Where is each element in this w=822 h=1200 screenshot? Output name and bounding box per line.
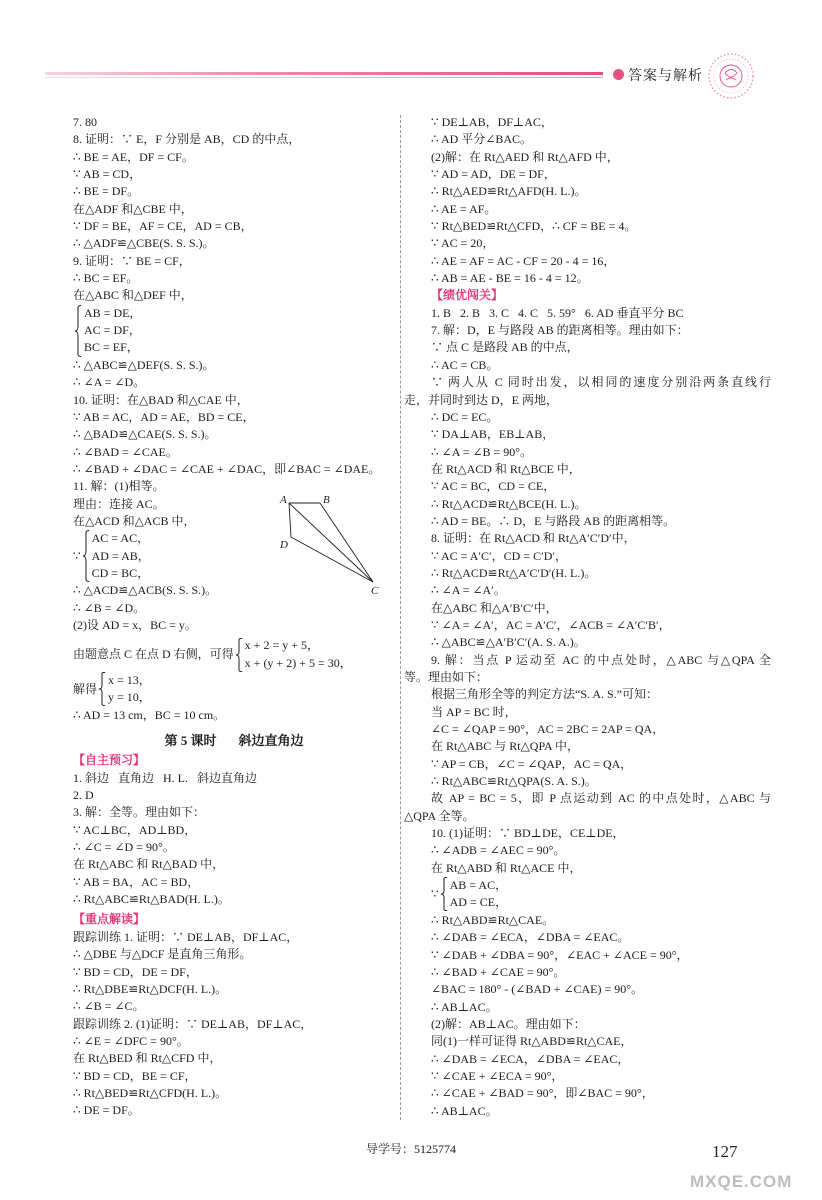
answer-line: (2)解：在 Rt△AED 和 Rt△AFD 中， xyxy=(431,149,619,164)
answer-line: 在 Rt△ACD 和 Rt△BCE 中， xyxy=(431,461,581,476)
equation-rows xyxy=(92,530,150,582)
answer-line: 11. 解：(1)相等。 xyxy=(73,479,165,494)
answer-line: 故 AP = BC = 5，即 P 点运动到 AC 的中点处时，△ABC 与 xyxy=(431,791,771,806)
answer-line: ∴ ∠C = ∠D = 90°。 xyxy=(73,840,175,855)
answer-line: 同(1)一样可证得 Rt△ABD≌Rt△CAE， xyxy=(431,1034,633,1049)
answer-line: 1. B 2. B 3. C 4. C 5. 59° 6. AD 垂直平分 BC xyxy=(431,305,684,320)
answer-line: 在 Rt△BED 和 Rt△CFD 中， xyxy=(73,1051,222,1066)
answer-line: ∵ ∠DAB + ∠DBA = 90°，∠EAC + ∠ACE = 90°， xyxy=(431,947,689,962)
answer-line: ∵ BD = CD，BE = CF， xyxy=(73,1068,197,1083)
answer-line: 2. D xyxy=(73,788,94,803)
answer-line: ∴ ∠A = ∠D。 xyxy=(73,375,146,390)
answer-line: ∴ △ACD≌△ACB(S. S. S.)。 xyxy=(73,583,218,598)
answer-line: 在△ABC 和△A′B′C′中， xyxy=(431,600,558,615)
answer-line: ∵ AB = AC，AD = AE，BD = CE， xyxy=(73,409,255,424)
answer-line: ∵ 两人从 C 同时出发，以相同的速度分别沿两条直线行 xyxy=(431,375,771,390)
equation-rows xyxy=(84,305,141,357)
answer-line: ∴ △ABC≌△A′B′C′(A. S. A.)。 xyxy=(431,635,586,650)
answer-line: 走，并同时到达 D，E 两地， xyxy=(404,392,558,407)
answer-line: ∴ AB⊥AC。 xyxy=(431,1103,498,1118)
answer-line: ∴ Rt△AED≌Rt△AFD(H. L.)。 xyxy=(431,184,587,199)
header-rule-thin xyxy=(45,77,603,78)
quadrilateral-diagram xyxy=(270,488,390,600)
answer-line: ∴ DC = EC。 xyxy=(431,409,499,424)
answer-line: ∵ ∠CAE + ∠ECA = 90°， xyxy=(431,1068,564,1083)
equation-row: y = 10， xyxy=(108,690,151,705)
left-brace-icon xyxy=(98,672,106,706)
answer-line: ∴ AE = AF = AC - CF = 20 - 4 = 16， xyxy=(431,253,616,268)
equation-rows xyxy=(450,877,507,912)
answer-line: 在 Rt△ABC 与 Rt△QPA 中， xyxy=(431,739,580,754)
answer-line: (2)设 AD = x，BC = y。 xyxy=(73,617,197,632)
answer-line: ∵ 点 C 是路段 AB 的中点， xyxy=(431,340,579,355)
answer-line: ∵ DA⊥AB，EB⊥AB， xyxy=(431,427,555,442)
answer-line: △QPA 全等。 xyxy=(404,808,475,823)
answer-line: 跟踪训练 2. (1)证明：∵ DE⊥AB，DF⊥AC， xyxy=(73,1016,313,1031)
equation-system xyxy=(73,672,395,707)
answer-line: ∴ △BAD≌△CAE(S. S. S.)。 xyxy=(73,427,217,442)
answer-line: ∴ ∠B = ∠C。 xyxy=(73,999,145,1014)
equation-row: x + 2 = y + 5， xyxy=(244,638,319,653)
answer-line: 在△ACD 和△ACB 中， xyxy=(73,513,196,528)
equation-row: x + (y + 2) + 5 = 30， xyxy=(244,655,352,670)
answer-line: 当 AP = BC 时， xyxy=(431,704,517,719)
answer-line: (2)解：AB⊥AC。理由如下： xyxy=(431,1016,586,1031)
answer-line: ∴ △DBE 与△DCF 是直角三角形。 xyxy=(73,947,252,962)
answer-line: ∵ AB = BA，AC = BD， xyxy=(73,874,200,889)
answer-line: ∴ ∠BAD + ∠DAC = ∠CAE + ∠DAC，即∠BAC = ∠DAE。 xyxy=(73,461,381,476)
answer-line: ∴ ∠DAB = ∠ECA，∠DBA = ∠EAC， xyxy=(431,1051,630,1066)
equation-row: AD = AB， xyxy=(91,548,150,563)
section-tag-preview: 【自主预习】 xyxy=(73,753,146,768)
left-brace-icon xyxy=(440,877,448,911)
answer-line: ∴ Rt△BED≌Rt△CFD(H. L.)。 xyxy=(73,1085,228,1100)
header-title: 答案与解析 xyxy=(628,67,703,83)
equation-row: CD = BC， xyxy=(91,565,150,580)
answer-line: ∴ ∠A = ∠B = 90°。 xyxy=(431,444,533,459)
equation-rows xyxy=(108,672,151,707)
answer-line: ∵ AD = AD，DE = DF， xyxy=(431,167,556,182)
answer-line: ∵ ∠A = ∠A′，AC = A′C′，∠ACB = ∠A′C′B′， xyxy=(431,617,671,632)
answer-line: 7. 80 xyxy=(73,115,97,129)
header-bullet-icon xyxy=(613,69,624,80)
equation-system xyxy=(404,877,771,912)
answer-line: ∴ DE = DF。 xyxy=(73,1103,140,1118)
answer-line: 1. 斜边 直角边 H. L. 斜边直角边 xyxy=(73,770,257,785)
answer-line: 根据三角形全等的判定方法“S. A. S.”可知： xyxy=(431,687,659,702)
answer-line: ∴ ∠BAD + ∠CAE = 90°。 xyxy=(431,964,566,979)
lesson-number: 第 5 课时 xyxy=(164,733,217,749)
equation-row: AB = AC， xyxy=(449,878,508,893)
right-column xyxy=(404,114,771,1120)
answer-line: ∵ AB = CD， xyxy=(73,167,142,182)
answer-line: ∠C = ∠QAP = 90°，AC = 2BC = 2AP = QA， xyxy=(431,722,665,737)
answer-line: ∴ Rt△ABC≌Rt△QPA(S. A. S.)。 xyxy=(431,774,597,789)
answer-line: ∴ ∠DAB = ∠ECA，∠DBA = ∠EAC。 xyxy=(431,930,630,945)
answer-line: ∴ AC = CB。 xyxy=(431,357,499,372)
answer-line: 8. 证明：在 Rt△ACD 和 Rt△A′C′D′中， xyxy=(431,531,636,546)
answer-line: 等。理由如下： xyxy=(404,670,489,684)
header-rule xyxy=(45,72,603,75)
answer-line: ∵ AC⊥BC，AD⊥BD， xyxy=(73,822,197,837)
answer-line: 3. 解：全等。理由如下： xyxy=(73,805,206,820)
point-label-b: B xyxy=(323,494,330,506)
answer-line: ∵ DE⊥AB，DF⊥AC， xyxy=(431,115,553,129)
left-column xyxy=(73,114,395,1120)
answer-line: ∵ AC = BC，CD = CE， xyxy=(431,479,556,494)
left-brace-icon xyxy=(82,530,90,582)
point-label-d: D xyxy=(280,539,288,551)
answer-line: ∴ BE = DF。 xyxy=(73,184,140,199)
answer-line: ∵ Rt△BED≌Rt△CFD，∴ CF = BE = 4。 xyxy=(431,219,637,234)
watermark-logo: MXQE.COM xyxy=(690,1172,793,1191)
point-label-c: C xyxy=(371,585,379,597)
section-tag-excellence: 【绩优闯关】 xyxy=(431,288,504,303)
answer-line: ∴ △ABC≌△DEF(S. S. S.)。 xyxy=(73,357,215,372)
answer-line: ∴ ∠B = ∠D。 xyxy=(73,600,146,615)
answer-line: 10. 证明：在△BAD 和△CAE 中， xyxy=(73,392,249,407)
answer-line: ∵ AP = CB，∠C = ∠QAP，AC = QA， xyxy=(431,756,633,771)
study-code: 导学号：5125774 xyxy=(365,1142,456,1156)
answer-line: 跟踪训练 1. 证明：∵ DE⊥AB，DF⊥AC， xyxy=(73,929,299,944)
answer-line: ∵ AC = A′C′，CD = C′D′， xyxy=(431,548,568,563)
answer-line: ∴ Rt△ABC≌Rt△BAD(H. L.)。 xyxy=(73,892,230,907)
segment-bc xyxy=(320,503,373,582)
answer-line: ∴ AD = 13 cm，BC = 10 cm。 xyxy=(73,707,226,722)
flower-ornament-icon xyxy=(706,51,756,101)
answer-line: 10. (1)证明：∵ BD⊥DE，CE⊥DE， xyxy=(431,826,625,841)
answer-line: ∴ ∠A = ∠A′。 xyxy=(431,583,506,598)
equation-row: AC = AC， xyxy=(91,531,150,546)
system-prefix: 由题意点 C 在点 D 右侧，可得 xyxy=(73,646,234,661)
answer-line: ∴ ∠E = ∠DFC = 90°。 xyxy=(73,1033,189,1048)
section-tag-key-points: 【重点解读】 xyxy=(73,912,146,927)
answer-line: ∴ ∠BAD = ∠CAE。 xyxy=(73,444,178,459)
segment-ad xyxy=(289,503,291,537)
answer-line: 7. 解：D，E 与路段 AB 的距离相等。理由如下： xyxy=(431,323,689,338)
lesson-name: 斜边直角边 xyxy=(238,733,304,749)
because-symbol: ∵ xyxy=(73,548,81,563)
answer-line: ∵ BD = CD，DE = DF， xyxy=(73,964,198,979)
answer-line: ∵ AC = 20， xyxy=(431,236,495,251)
page-number: 127 xyxy=(712,1142,738,1161)
point-label-a: A xyxy=(280,494,287,506)
equation-row: BC = EF， xyxy=(84,340,139,355)
answer-line: ∴ Rt△DBE≌Rt△DCF(H. L.)。 xyxy=(73,981,228,996)
answer-line: ∴ AB⊥AC。 xyxy=(431,999,498,1014)
answer-line: ∴ Rt△ABD≌Rt△CAE。 xyxy=(431,912,555,927)
because-symbol: ∵ xyxy=(431,886,439,901)
system-prefix: 解得 xyxy=(73,681,98,696)
answer-line: ∠BAC = 180° - (∠BAD + ∠CAE) = 90°。 xyxy=(431,982,644,997)
answer-line: ∴ AE = AF。 xyxy=(431,201,497,216)
left-brace-icon xyxy=(74,305,82,357)
equation-row: AD = CE， xyxy=(449,895,508,910)
answer-line: ∴ AD 平分∠BAC。 xyxy=(431,132,533,147)
lesson-title xyxy=(73,732,395,749)
answer-line: 理由：连接 AC。 xyxy=(73,496,165,511)
answer-line: ∵ DF = BE，AF = CE，AD = CB， xyxy=(73,219,253,234)
answer-line: 在△ADF 和△CBE 中， xyxy=(73,201,193,216)
answer-line: 9. 证明：∵ BE = CF， xyxy=(73,253,191,268)
column-divider xyxy=(400,115,401,1120)
answer-line: 9. 解：当点 P 运动至 AC 的中点处时，△ABC 与△QPA 全 xyxy=(431,652,771,667)
answer-line: ∴ AB = AE - BE = 16 - 4 = 12。 xyxy=(431,271,589,286)
answer-line: ∴ Rt△ACD≌Rt△A′C′D′(H. L.)。 xyxy=(431,565,597,580)
answer-line: ∴ ∠ADB = ∠AEC = 90°。 xyxy=(431,843,566,858)
equation-system xyxy=(73,305,395,357)
answer-line: ∴ BC = EF。 xyxy=(73,271,139,286)
answer-line: 在 Rt△ABC 和 Rt△BAD 中， xyxy=(73,857,225,872)
answer-line: ∴ ∠CAE + ∠BAD = 90°，即∠BAC = 90°， xyxy=(431,1086,654,1101)
equation-row: AC = DF， xyxy=(84,323,141,338)
answer-line: 在△ABC 和△DEF 中， xyxy=(73,288,193,303)
equation-row: AB = DE， xyxy=(84,305,142,320)
answer-line: ∴ Rt△ACD≌Rt△BCE(H. L.)。 xyxy=(431,496,587,511)
equation-system xyxy=(73,637,395,672)
equation-row: x = 13， xyxy=(108,673,151,687)
answer-line: ∴ AD = BE。∴ D，E 与路段 AB 的距离相等。 xyxy=(431,513,676,528)
left-brace-icon xyxy=(235,638,243,672)
equation-rows xyxy=(245,637,352,672)
answer-line: 在 Rt△ABD 和 Rt△ACE 中， xyxy=(431,860,582,875)
answer-line: ∴ △ADF≌△CBE(S. S. S.)。 xyxy=(73,236,215,251)
answer-line: 8. 证明：∵ E，F 分别是 AB，CD 的中点， xyxy=(73,132,301,147)
answer-line: ∴ BE = AE，DF = CF。 xyxy=(73,149,194,164)
